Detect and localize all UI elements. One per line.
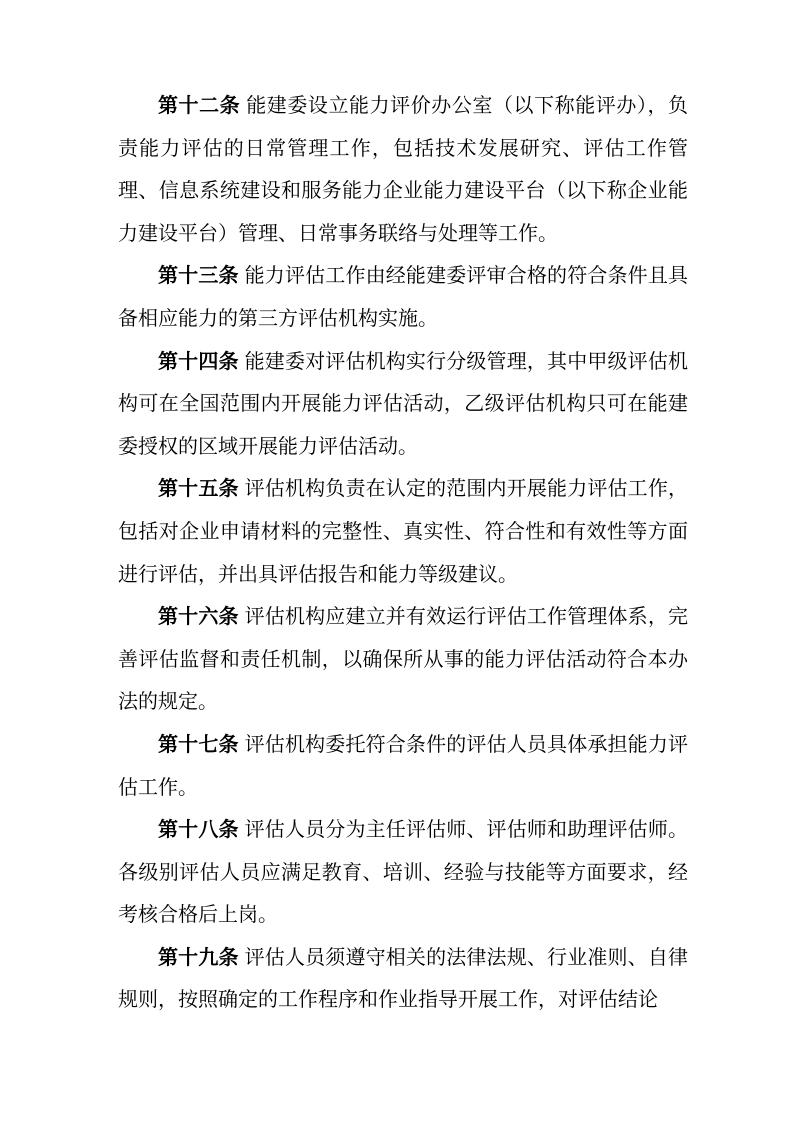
article-paragraph [118, 255, 688, 340]
article-paragraph [118, 468, 688, 596]
article-paragraph [118, 937, 688, 1022]
article-number: 第十九条 [158, 946, 239, 969]
article-number: 第十三条 [158, 265, 239, 288]
article-paragraph [118, 341, 688, 469]
article-text: 能力评估工作由经能建委评审合格的符合条件且具备相应能力的第三方评估机构实施。 [118, 265, 689, 330]
article-number: 第十五条 [158, 478, 239, 501]
article-paragraph [118, 724, 688, 809]
article-number: 第十八条 [158, 819, 239, 842]
article-paragraph [118, 596, 688, 724]
article-number: 第十四条 [158, 350, 239, 373]
article-paragraph [118, 85, 688, 255]
article-text: 能建委对评估机构实行分级管理，其中甲级评估机构可在全国范围内开展能力评估活动，乙级评估机构只可在能建委授权的区域开展能力评估活动。 [118, 350, 689, 458]
article-text: 评估人员分为主任评估师、评估师和助理评估师。各级别评估人员应满足教育、培训、经验与技能等方面要求，经考核合格后上岗。 [118, 819, 689, 927]
article-number: 第十二条 [158, 95, 241, 117]
article-number: 第十六条 [158, 606, 239, 629]
article-text: 评估人员须遵守相关的法律法规、行业准则、自律规则，按照确定的工作程序和作业指导开展工作，对评估结论 [118, 946, 689, 1012]
article-text: 评估机构负责在认定的范围内开展能力评估工作，包括对企业申请材料的完整性、真实性、符合性和有效性等方面进行评估，并出具评估报告和能力等级建议。 [118, 478, 689, 586]
document-body [118, 85, 688, 1022]
article-text: 能建委设立能力评价办公室（以下称能评办），负责能力评估的日常管理工作，包括技术发展研究、评估工作管理、信息系统建设和服务能力企业能力建设平台（以下称企业能力建设平台）管理、日常事务联络与处理等工作。 [118, 95, 689, 245]
article-paragraph [118, 809, 688, 937]
article-number: 第十七条 [158, 733, 239, 756]
article-text: 评估机构委托符合条件的评估人员具体承担能力评估工作。 [118, 733, 689, 799]
article-text: 评估机构应建立并有效运行评估工作管理体系，完善评估监督和责任机制，以确保所从事的能力评估活动符合本办法的规定。 [118, 606, 689, 714]
